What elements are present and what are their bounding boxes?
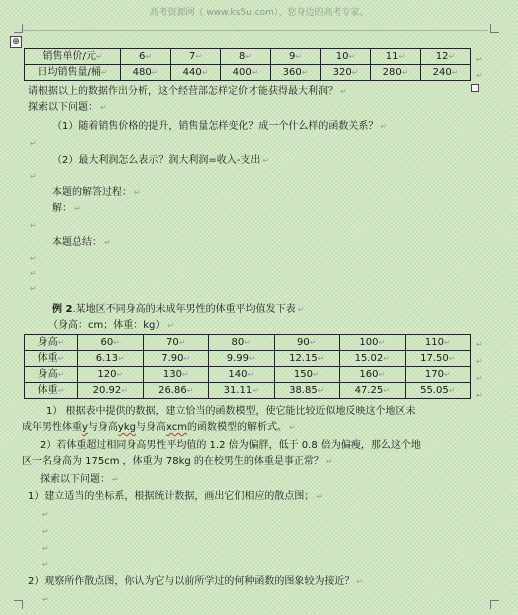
paragraph: 解： ↵ (52, 203, 81, 214)
table-row (25, 351, 471, 367)
row-end-mark: ↵ (476, 357, 483, 366)
table-cell: 17.50↵ (405, 351, 471, 367)
table-cell: 140↵ (209, 367, 275, 383)
paragraph: 探索以下问题： ↵ (40, 474, 119, 485)
paragraph: （2）最大利润怎么表示？润大利润=收入-支出 ↵ (52, 155, 270, 166)
table-cell: 9↵ (271, 49, 321, 65)
table-cell: 9.99↵ (209, 351, 275, 367)
empty-paragraph: ↵ (42, 527, 49, 536)
table-cell: 8↵ (221, 49, 271, 65)
table-cell: 7.90↵ (143, 351, 209, 367)
table-row (25, 367, 471, 383)
row-end-mark: ↵ (476, 374, 483, 383)
table-cell: 20.92↵ (78, 383, 144, 399)
table-move-handle-icon[interactable]: ⊕ (10, 36, 22, 48)
corner-mark-bottom-right (490, 600, 499, 609)
table-cell: 身高↵ (25, 335, 78, 351)
table-cell: 6.13↵ (78, 351, 144, 367)
empty-paragraph: ↵ (30, 172, 37, 181)
table-cell: 280↵ (371, 65, 421, 81)
table-cell: 360↵ (271, 65, 321, 81)
table-cell: 240↵ (421, 65, 471, 81)
table-cell: 体重↵ (25, 351, 78, 367)
corner-mark-top-left (14, 24, 23, 33)
empty-paragraph: ↵ (30, 221, 37, 230)
table-cell: 12↵ (421, 49, 471, 65)
table-cell: 320↵ (321, 65, 371, 81)
page-header: 高考资源网（ www.ks5u.com），您身边的高考专家。 (149, 8, 369, 18)
header-rule (22, 30, 488, 31)
empty-paragraph: ↵ (30, 139, 37, 148)
paragraph: 探索以下问题： ↵ (28, 102, 107, 113)
table-cell: 日均销售量/桶↵ (25, 65, 121, 81)
table-cell: 15.02↵ (340, 351, 406, 367)
table-cell: 90↵ (274, 335, 340, 351)
question-1 (22, 404, 484, 436)
table-cell: 38.85↵ (274, 383, 340, 399)
example-title: 例 2.某地区不同身高的未成年男性的体重平均值发下表 ↵ (52, 304, 305, 315)
table-row (25, 65, 471, 81)
empty-paragraph: ↵ (42, 595, 49, 604)
table-cell: 6↵ (121, 49, 171, 65)
table-resize-handle[interactable] (471, 84, 479, 92)
paragraph: 请根据以上的数据作出分析，这个经营部怎样定价才能获得最大利润？ ↵ (28, 86, 347, 97)
table-row (25, 49, 471, 65)
question-1-line-1: 1） 根据表中提供的数据，建立恰当的函数模型，使它能比较近似地反映这个地区未 (46, 406, 416, 417)
table-cell: 480↵ (121, 65, 171, 81)
corner-mark-top-right (490, 24, 499, 33)
table-cell: 11↵ (371, 49, 421, 65)
units-note: （身高：cm；体重：kg） ↵ (48, 320, 175, 331)
table-cell: 440↵ (171, 65, 221, 81)
table-cell: 110↵ (405, 335, 471, 351)
table-cell: 120↵ (78, 367, 144, 383)
empty-paragraph: ↵ (30, 269, 37, 278)
empty-paragraph: ↵ (42, 560, 49, 569)
height-weight-table (24, 334, 471, 399)
table-cell: 170↵ (405, 367, 471, 383)
table-row (25, 383, 471, 399)
question-1-line-2: 成年男性体重y与身高ykg与身高xcm的函数模型的解析式。 ↵ (22, 422, 296, 433)
row-end-mark: ↵ (476, 71, 483, 80)
empty-paragraph: ↵ (42, 544, 49, 553)
question-2 (22, 438, 484, 470)
corner-mark-bottom-left (14, 600, 23, 609)
paragraph: （1）随着销售价格的提升，销售量怎样变化？成一个什么样的函数关系？ ↵ (52, 121, 388, 132)
table-cell: 70↵ (143, 335, 209, 351)
empty-paragraph: ↵ (42, 510, 49, 519)
table-cell: 销售单价/元↵ (25, 49, 121, 65)
table-cell: 80↵ (209, 335, 275, 351)
table-cell: 400↵ (221, 65, 271, 81)
row-end-mark: ↵ (476, 391, 483, 400)
table-cell: 55.05↵ (405, 383, 471, 399)
table-cell: 31.11↵ (209, 383, 275, 399)
paragraph: 2）观察所作散点图，你认为它与以前所学过的何种函数的图象较为接近？ ↵ (28, 576, 364, 587)
table-cell: 10↵ (321, 49, 371, 65)
table-cell: 160↵ (340, 367, 406, 383)
price-sales-table (24, 48, 471, 81)
table-cell: 7↵ (171, 49, 221, 65)
table-cell: 130↵ (143, 367, 209, 383)
paragraph: 本题总结： ↵ (52, 237, 111, 248)
table-cell: 60↵ (78, 335, 144, 351)
row-end-mark: ↵ (476, 340, 483, 349)
question-2-line-2: 区一名身高为 175cm ，体重为 78kg 的在校男生的体重是事正常？ ↵ (22, 456, 333, 467)
table-cell: 150↵ (274, 367, 340, 383)
table-row (25, 335, 471, 351)
table-cell: 12.15↵ (274, 351, 340, 367)
paragraph: 1）建立适当的坐标系，根据统计数据，画出它们相应的散点图； ↵ (28, 491, 324, 502)
table-cell: 身高↵ (25, 367, 78, 383)
table-cell: 26.86↵ (143, 383, 209, 399)
row-end-mark: ↵ (476, 55, 483, 64)
paragraph: 本题的解答过程： ↵ (52, 187, 141, 198)
empty-paragraph: ↵ (30, 284, 37, 293)
empty-paragraph: ↵ (30, 254, 37, 263)
table-cell: 体重↵ (25, 383, 78, 399)
table-cell: 100↵ (340, 335, 406, 351)
question-2-line-1: 2）若体重超过相同身高男性平均值的 1.2 倍为偏胖，低于 0.8 倍为偏瘦，那么这个地 (40, 440, 421, 451)
table-cell: 47.25↵ (340, 383, 406, 399)
